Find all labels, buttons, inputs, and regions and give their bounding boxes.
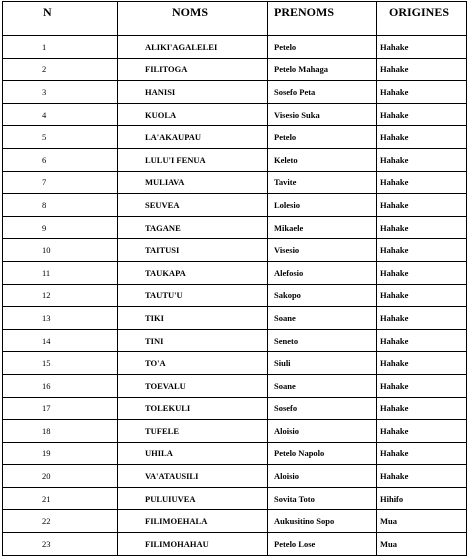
cell-origine: Hahake (377, 465, 467, 488)
cell-nom: TOLEKULI (118, 397, 268, 420)
cell-prenom: Mikaele (268, 216, 377, 239)
cell-n: 14 (3, 329, 118, 352)
cell-n: 6 (3, 148, 118, 171)
cell-origine: Hahake (377, 397, 467, 420)
cell-nom: TAITUSI (118, 239, 268, 262)
cell-n: 22 (3, 510, 118, 533)
cell-n: 17 (3, 397, 118, 420)
cell-prenom: Petelo (268, 36, 377, 59)
cell-prenom: Siuli (268, 352, 377, 375)
table-row (3, 420, 467, 443)
cell-origine: Hahake (377, 307, 467, 330)
cell-nom: TIKI (118, 307, 268, 330)
cell-prenom: Aloisio (268, 465, 377, 488)
table-row (3, 126, 467, 149)
cell-prenom: Soane (268, 307, 377, 330)
cell-nom: TAGANE (118, 216, 268, 239)
cell-nom: MULIAVA (118, 171, 268, 194)
cell-prenom: Visesio (268, 239, 377, 262)
cell-origine: Hahake (377, 352, 467, 375)
cell-origine: Hahake (377, 36, 467, 59)
cell-prenom: Sakopo (268, 284, 377, 307)
cell-n: 15 (3, 352, 118, 375)
table-row (3, 194, 467, 217)
cell-origine: Hahake (377, 194, 467, 217)
table-header (3, 2, 467, 36)
cell-nom: FILIMOEHALA (118, 510, 268, 533)
cell-n: 8 (3, 194, 118, 217)
cell-origine: Hahake (377, 148, 467, 171)
cell-n: 12 (3, 284, 118, 307)
cell-nom: TINI (118, 329, 268, 352)
cell-n: 9 (3, 216, 118, 239)
header-row (3, 2, 467, 36)
cell-origine: Hahake (377, 171, 467, 194)
table-row (3, 216, 467, 239)
cell-nom: TOEVALU (118, 374, 268, 397)
cell-origine: Hahake (377, 420, 467, 443)
table-row (3, 58, 467, 81)
cell-n: 10 (3, 239, 118, 262)
table-row (3, 465, 467, 488)
names-table (2, 1, 467, 556)
cell-nom: VA'ATAUSILI (118, 465, 268, 488)
cell-origine: Hahake (377, 329, 467, 352)
cell-n: 1 (3, 36, 118, 59)
cell-origine: Hahake (377, 239, 467, 262)
cell-nom: PULUIUVEA (118, 487, 268, 510)
table-row (3, 171, 467, 194)
cell-origine: Hahake (377, 442, 467, 465)
cell-nom: SEUVEA (118, 194, 268, 217)
table-row (3, 284, 467, 307)
table-row (3, 533, 467, 556)
cell-origine: Hahake (377, 126, 467, 149)
table-row (3, 374, 467, 397)
table-row (3, 36, 467, 59)
cell-nom: TO'A (118, 352, 268, 375)
cell-nom: FILITOGA (118, 58, 268, 81)
cell-nom: ALIKI'AGALELEI (118, 36, 268, 59)
header-n: N (3, 2, 118, 36)
cell-nom: HANISI (118, 81, 268, 104)
cell-nom: TAUTU'U (118, 284, 268, 307)
cell-n: 19 (3, 442, 118, 465)
cell-n: 7 (3, 171, 118, 194)
table-row (3, 397, 467, 420)
header-noms: NOMS (118, 2, 268, 36)
cell-prenom: Visesio Suka (268, 103, 377, 126)
table-row (3, 487, 467, 510)
table-row (3, 352, 467, 375)
cell-prenom: Petelo Mahaga (268, 58, 377, 81)
cell-n: 23 (3, 533, 118, 556)
cell-nom: KUOLA (118, 103, 268, 126)
cell-prenom: Aloisio (268, 420, 377, 443)
cell-prenom: Sosefo (268, 397, 377, 420)
cell-prenom: Soane (268, 374, 377, 397)
cell-origine: Hahake (377, 374, 467, 397)
cell-origine: Hahake (377, 81, 467, 104)
cell-prenom: Petelo Napolo (268, 442, 377, 465)
table-row (3, 510, 467, 533)
cell-prenom: Seneto (268, 329, 377, 352)
cell-n: 3 (3, 81, 118, 104)
cell-origine: Hahake (377, 103, 467, 126)
cell-n: 13 (3, 307, 118, 330)
header-origines: ORIGINES (377, 2, 467, 36)
cell-prenom: Aukusitino Sopo (268, 510, 377, 533)
cell-n: 5 (3, 126, 118, 149)
cell-prenom: Petelo Lose (268, 533, 377, 556)
document-page (2, 1, 466, 552)
table-row (3, 148, 467, 171)
table-row (3, 307, 467, 330)
table-row (3, 81, 467, 104)
cell-nom: UHILA (118, 442, 268, 465)
cell-n: 20 (3, 465, 118, 488)
cell-nom: TAUKAPA (118, 261, 268, 284)
cell-n: 18 (3, 420, 118, 443)
cell-prenom: Sosefo Peta (268, 81, 377, 104)
table-row (3, 103, 467, 126)
cell-n: 21 (3, 487, 118, 510)
table-row (3, 239, 467, 262)
cell-prenom: Petelo (268, 126, 377, 149)
cell-origine: Hahake (377, 58, 467, 81)
table-body (3, 36, 467, 556)
cell-prenom: Lolesio (268, 194, 377, 217)
cell-prenom: Alefosio (268, 261, 377, 284)
cell-nom: LA'AKAUPAU (118, 126, 268, 149)
cell-nom: TUFELE (118, 420, 268, 443)
cell-origine: Hahake (377, 261, 467, 284)
header-prenoms: PRENOMS (268, 2, 377, 36)
cell-n: 4 (3, 103, 118, 126)
cell-nom: FILIMOHAHAU (118, 533, 268, 556)
table-row (3, 329, 467, 352)
cell-prenom: Keleto (268, 148, 377, 171)
cell-origine: Hahake (377, 284, 467, 307)
cell-prenom: Sovita Toto (268, 487, 377, 510)
cell-n: 2 (3, 58, 118, 81)
cell-origine: Hahake (377, 216, 467, 239)
cell-origine: Mua (377, 510, 467, 533)
table-row (3, 261, 467, 284)
cell-n: 16 (3, 374, 118, 397)
cell-origine: Hihifo (377, 487, 467, 510)
cell-prenom: Tavite (268, 171, 377, 194)
table-row (3, 442, 467, 465)
cell-n: 11 (3, 261, 118, 284)
cell-nom: LULU'I FENUA (118, 148, 268, 171)
cell-origine: Mua (377, 533, 467, 556)
